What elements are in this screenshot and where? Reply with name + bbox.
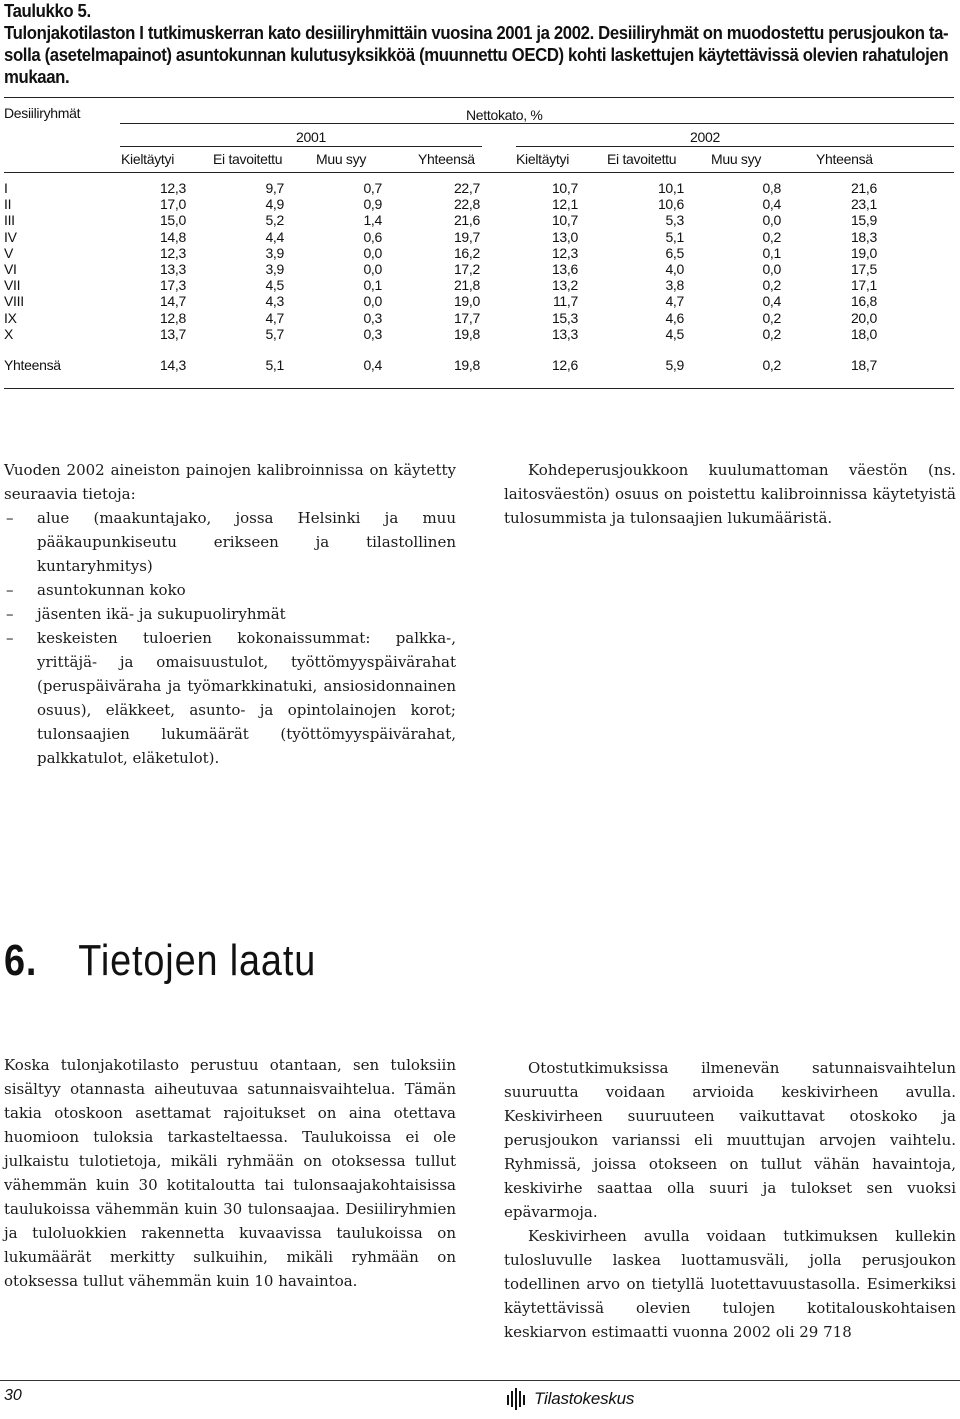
year-rule-2002 (516, 146, 954, 147)
table-cell: 20,0 (850, 309, 877, 326)
quality-column-right (504, 1056, 956, 1344)
table-cell: 13,6 (551, 261, 578, 277)
row-label: II (4, 196, 12, 213)
table-cell: 22,8 (453, 196, 480, 213)
table-cell: 0,0 (762, 261, 781, 277)
table-cell: 12,3 (159, 244, 186, 261)
list-item (4, 578, 456, 602)
table-cell: 3,9 (265, 244, 284, 261)
table-cell: 11,7 (552, 293, 578, 310)
table-cell: 3,9 (265, 261, 284, 277)
column-header: Kieltäytyi (516, 151, 570, 167)
table-cell: 14,3 (159, 357, 186, 373)
table-cell: 15,3 (551, 309, 578, 326)
section-number: 6. (4, 936, 38, 985)
table-cell: 10,7 (551, 180, 578, 196)
row-label: Yhteensä (4, 357, 61, 373)
table-cell: 15,0 (159, 212, 186, 229)
table-cell: 0,2 (762, 228, 781, 245)
quality-paragraph: Keskivirheen avulla voidaan tutkimuksen kullekin tulosluvulle laskea luottamusväli, jolla perusjoukon todellinen arvo on tietyllä luotettavuustasolla. Esimerkiksi käytettävissä olevien tulojen kotitalouskohtaisen keskiarvon estimaatti vuonna 2002 oli 29 718 (504, 1227, 956, 1341)
table-cell: 18,7 (850, 357, 877, 373)
table-cell: 13,3 (159, 261, 186, 277)
table-cell: 0,2 (762, 309, 781, 326)
column-header: Yhteensä (418, 151, 475, 167)
row-label: V (4, 244, 14, 261)
table-cell: 18,3 (850, 228, 877, 245)
table-cell: 4,7 (265, 309, 284, 326)
dash-bullet: – (6, 629, 14, 647)
table-cell: 12,3 (551, 244, 578, 261)
caption-line: solla (asetelmapainot) asuntokunnan kulutusyksikköä (muunnettu OECD) kohti laskettujen käytettävissä olevien rahatulojen (4, 45, 949, 65)
table-cell: 0,7 (363, 180, 382, 196)
row-label: VII (4, 277, 21, 294)
quality-paragraph: Otostutkimuksissa ilmenevän satunnaisvaihtelun suuruutta voidaan arvioida keskivirheen avulla. Keskivirheen suuruuteen vaikuttavat otoskoko ja perusjoukon varianssi eli muuttujan arvojen vaihtelu. Ryhmissä, joissa otokseen on tullut vähän havaintoja, keskivirhe saattaa olla suuri ja tulokset sen vuoksi epävarmoja. (504, 1059, 956, 1221)
table-cell: 10,7 (551, 212, 578, 229)
header-bottom-rule (4, 172, 954, 173)
table-cell: 0,3 (363, 309, 382, 326)
list-item (4, 506, 456, 578)
table-cell: 10,1 (657, 180, 684, 196)
calibration-column-right (504, 458, 956, 530)
table-cell: 14,7 (159, 293, 186, 310)
caption-line: Tulonjakotilaston I tutkimuskerran kato desiiliryhmittäin vuosina 2001 ja 2002. Desiiliryhmät on muodostettu perusjoukon ta- (4, 23, 949, 43)
group-rule (120, 123, 954, 124)
calibration-intro: Vuoden 2002 aineiston painojen kalibroinnissa on käytetty seuraavia tietoja: (4, 461, 456, 503)
column-header: Ei tavoitettu (607, 151, 677, 167)
table-cell: 16,8 (850, 293, 877, 310)
table-cell: 16,2 (453, 244, 480, 261)
table-cell: 10,6 (657, 196, 684, 213)
table-cell: 4,5 (665, 325, 684, 342)
table-cell: 22,7 (453, 180, 480, 196)
row-label: I (4, 180, 8, 196)
table-cell: 14,8 (159, 228, 186, 245)
table-caption (4, 0, 953, 88)
table-top-rule (4, 97, 954, 98)
year-header-2001: 2001 (296, 129, 326, 145)
publisher-logo (506, 1386, 634, 1412)
year-header-2002: 2002 (690, 129, 720, 145)
table-cell: 19,0 (850, 244, 877, 261)
table-cell: 12,8 (159, 309, 186, 326)
table-cell: 19,0 (453, 293, 480, 310)
table-cell: 0,0 (363, 293, 382, 310)
dash-bullet: – (6, 605, 14, 623)
table-cell: 4,0 (665, 261, 684, 277)
table-cell: 17,0 (159, 196, 186, 213)
table-cell: 21,6 (850, 180, 877, 196)
table-cell: 4,9 (265, 196, 284, 213)
table-cell: 0,4 (762, 293, 781, 310)
table-cell: 9,7 (265, 180, 284, 196)
column-header: Muu syy (316, 151, 367, 167)
table-cell: 13,2 (551, 277, 578, 294)
column-header: Ei tavoitettu (213, 151, 283, 167)
row-label: IX (4, 309, 17, 326)
table-cell: 21,6 (453, 212, 480, 229)
section-heading (4, 936, 316, 986)
table-cell: 0,4 (363, 357, 382, 373)
tilastokeskus-logo-icon (506, 1387, 528, 1411)
table-cell: 13,3 (551, 325, 578, 342)
footer-rule (0, 1380, 960, 1381)
row-label: IV (4, 228, 17, 245)
row-label: VI (4, 261, 17, 277)
caption-line: mukaan. (4, 67, 70, 87)
row-label: III (4, 212, 15, 229)
row-label: X (4, 325, 14, 342)
section-title: Tietojen laatu (78, 936, 317, 985)
population-paragraph: Kohdeperusjoukkoon kuulumattoman väestön (ns. laitosväestön) osuus on poistettu kalibroinnissa käytetyistä tulosummista ja tulonsaajien lukumääristä. (504, 461, 956, 527)
dash-bullet: – (6, 509, 14, 527)
table-cell: 17,3 (159, 277, 186, 294)
caption-label: Taulukko 5. (4, 1, 91, 21)
year-rule-2001 (120, 146, 482, 147)
table-cell: 5,7 (265, 325, 284, 342)
table-cell: 0,4 (762, 196, 781, 213)
quality-paragraph: Koska tulonjakotilasto perustuu otantaan, sen tuloksiin sisältyy otannasta aiheutuvaa satunnaisvaihtelua. Tämän takia otoskoon asettamat rajoitukset on aina otettava huomioon tuloksia tarkasteltaessa. Taulukoissa ei ole julkaistu tulotietoja, mikäli ryhmään on otoksessa tullut vähemmän kuin 30 kotitaloutta tai tulonsaajakohtaisissa taulukoissa vähemmän kuin 30 tulonsaajaa. Desiiliryhmien ja tuloluokkien rakennetta kuvaavissa taulukoissa on lukumäärät merkitty sulkuihin, mikäli ryhmään on otoksessa tullut vähemmän kuin 10 havaintoa. (4, 1056, 456, 1290)
list-item (4, 626, 456, 770)
table-cell: 4,4 (265, 228, 284, 245)
table-cell: 12,3 (159, 180, 186, 196)
table-cell: 19,7 (453, 228, 480, 245)
table-cell: 17,7 (453, 309, 480, 326)
table-cell: 0,2 (762, 357, 781, 373)
table-cell: 0,3 (363, 325, 382, 342)
table-cell: 13,0 (551, 228, 578, 245)
list-item-text: asuntokunnan koko (37, 581, 186, 599)
list-item-text: jäsenten ikä- ja sukupuoliryhmät (37, 605, 286, 623)
column-header: Kieltäytyi (121, 151, 175, 167)
dash-bullet: – (6, 581, 14, 599)
table-cell: 12,1 (551, 196, 578, 213)
table-cell: 13,7 (159, 325, 186, 342)
list-item (4, 602, 456, 626)
calibration-list (4, 506, 456, 770)
table-cell: 0,1 (762, 244, 781, 261)
quality-column-left (4, 1053, 456, 1293)
table-cell: 5,1 (665, 228, 684, 245)
list-item-text: keskeisten tuloerien kokonaissummat: palkka-, yrittäjä- ja omaisuustulot, työttömyyspäivärahat (peruspäiväraha ja työmarkkinatuki, ansiosidonnainen osuus), eläkkeet, asunto- ja opintolainojen korot; tulonsaajien lukumäärät (työttömyyspäivärahat, palkkatulot, eläketulot). (37, 629, 456, 767)
table-cell: 17,1 (850, 277, 877, 294)
table-cell: 0,0 (363, 244, 382, 261)
group-header: Nettokato, % (466, 107, 543, 123)
table-cell: 17,2 (453, 261, 480, 277)
table-cell: 5,9 (665, 357, 684, 373)
table-cell: 5,3 (665, 212, 684, 229)
table-cell: 4,7 (665, 293, 684, 310)
table-cell: 0,0 (762, 212, 781, 229)
table-cell: 15,9 (850, 212, 877, 229)
table-cell: 0,8 (762, 180, 781, 196)
table-cell: 18,0 (850, 325, 877, 342)
table-cell: 3,8 (665, 277, 684, 294)
table-cell: 0,2 (762, 325, 781, 342)
table-cell: 4,3 (265, 293, 284, 310)
column-header: Muu syy (711, 151, 762, 167)
page-number: 30 (4, 1387, 22, 1404)
list-item-text: alue (maakuntajako, jossa Helsinki ja muu pääkaupunkiseutu erikseen ja tilastollinen kuntaryhmitys) (37, 509, 456, 575)
column-header: Yhteensä (816, 151, 873, 167)
table-cell: 12,6 (551, 357, 578, 373)
table-cell: 0,6 (363, 228, 382, 245)
table-cell: 5,2 (265, 212, 284, 229)
logo-text: Tilastokeskus (534, 1389, 635, 1408)
table-cell: 0,1 (363, 277, 382, 294)
table-cell: 5,1 (265, 357, 284, 373)
table-cell: 4,6 (665, 309, 684, 326)
table-cell: 0,2 (762, 277, 781, 294)
table-cell: 1,4 (363, 212, 382, 229)
table-cell: 19,8 (453, 357, 480, 373)
table-cell: 0,9 (363, 196, 382, 213)
table-bottom-rule (4, 388, 954, 389)
table-cell: 17,5 (850, 261, 877, 277)
row-header: Desiiliryhmät (4, 105, 81, 121)
row-label: VIII (4, 293, 24, 310)
table-cell: 19,8 (453, 325, 480, 342)
table-cell: 0,0 (363, 261, 382, 277)
table-cell: 23,1 (850, 196, 877, 213)
table-cell: 4,5 (265, 277, 284, 294)
table-cell: 21,8 (453, 277, 480, 294)
table-cell: 6,5 (665, 244, 684, 261)
calibration-column-left (4, 458, 456, 770)
